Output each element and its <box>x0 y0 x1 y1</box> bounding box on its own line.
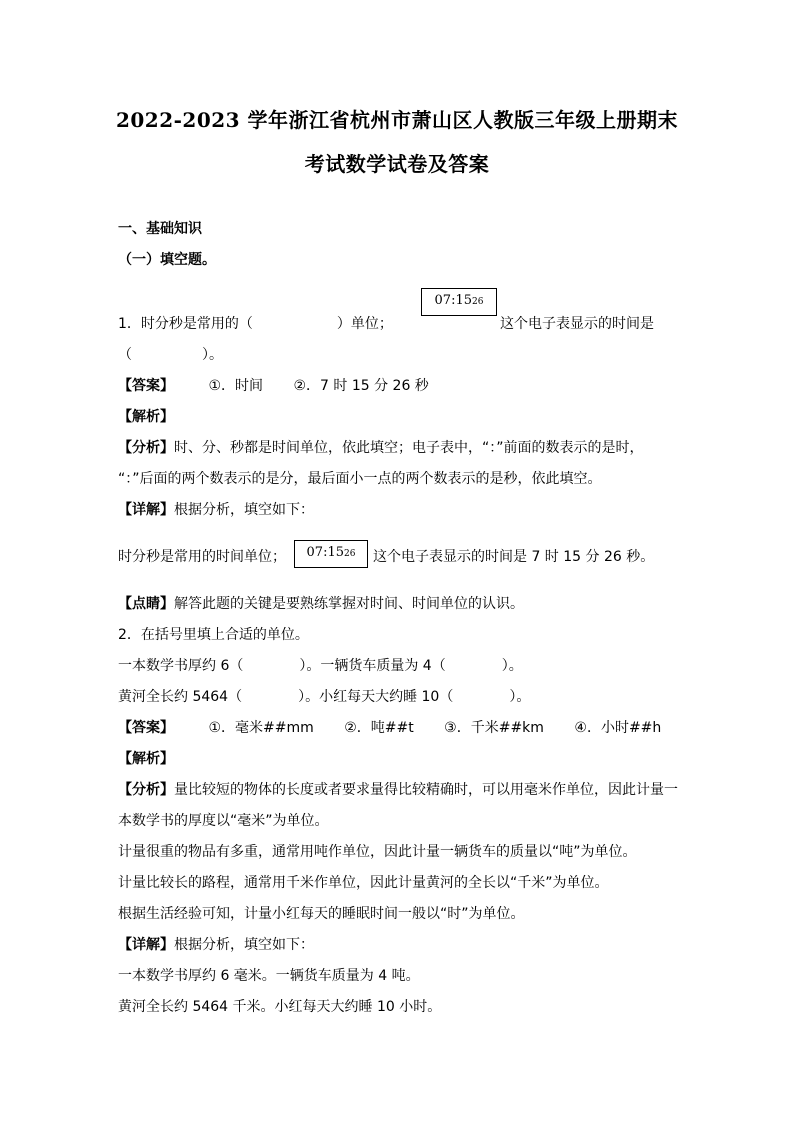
q2-answer-4: ④．小时##h <box>574 720 662 736</box>
q1-stem-part-a: 1．时分秒是常用的（ ）单位； <box>118 316 393 332</box>
q2-fenxi-text1: 量比较短的物体的长度或者要求量得比较精确时，可以用毫米作单位，因此计量一 <box>174 782 678 798</box>
q1-dianjing-line <box>118 593 524 613</box>
q1-answer-1: ①．时间 <box>208 378 264 394</box>
q2-stem: 2．在括号里填上合适的单位。 <box>118 627 309 643</box>
answer-label: 【答案】 <box>118 720 174 736</box>
q2-xiangjie-line <box>118 934 314 954</box>
q2-answer-row <box>118 717 661 737</box>
analysis-label: 【解析】 <box>118 409 174 425</box>
clock-seconds-digits-2: 26 <box>344 549 356 559</box>
clock-main-digits-2: 07:15 <box>306 545 344 560</box>
q2-answer-3: ③．千米##km <box>444 720 544 736</box>
xiangjie-label: 【详解】 <box>118 502 174 518</box>
q1-xiangjie-line <box>118 499 314 519</box>
document-title-line1: 2022-2023 学年浙江省杭州市萧山区人教版三年级上册期末 <box>115 108 679 132</box>
sub-heading: （一）填空题。 <box>118 252 216 268</box>
fenxi-label: 【分析】 <box>118 782 174 798</box>
q2-fenxi-line5: 根据生活经验可知，计量小红每天的睡眠时间一般以“时”为单位。 <box>118 906 525 922</box>
fenxi-label: 【分析】 <box>118 440 174 456</box>
section-heading: 一、基础知识 <box>118 221 202 237</box>
q2-answer-1: ①．毫米##mm <box>208 720 314 736</box>
digital-clock-image <box>421 288 497 316</box>
dianjing-label: 【点睛】 <box>118 596 174 612</box>
q1-xiangjie-text: 根据分析，填空如下： <box>174 502 314 518</box>
q2-fenxi-line3: 计量很重的物品有多重，通常用吨作单位，因此计量一辆货车的质量以“吨”为单位。 <box>118 844 637 860</box>
q1-result-part-b: 这个电子表显示的时间是 7 时 15 分 26 秒。 <box>373 549 655 565</box>
q1-fenxi-line2: “：”后面的两个数表示的是分，最后面小一点的两个数表示的是秒，依此填空。 <box>118 471 602 487</box>
q2-result-line2: 黄河全长约 5464 千米。小红每天大约睡 10 小时。 <box>118 999 442 1015</box>
q2-fenxi-line2: 本数学书的厚度以“毫米”为单位。 <box>118 813 329 829</box>
q2-answer-2: ②．吨##t <box>344 720 414 736</box>
digital-clock-image-2 <box>294 540 368 568</box>
analysis-label: 【解析】 <box>118 751 174 767</box>
q1-stem-part-b: 这个电子表显示的时间是 <box>500 316 654 332</box>
document-title-line2: 考试数学试卷及答案 <box>304 152 490 176</box>
q2-blank-line1: 一本数学书厚约 6（ ）。一辆货车质量为 4（ ）。 <box>118 658 523 674</box>
q2-blank-line2: 黄河全长约 5464（ ）。小红每天大约睡 10（ ）。 <box>118 689 531 705</box>
q1-fenxi-line1 <box>118 437 644 457</box>
q1-answer-row <box>118 375 429 395</box>
answer-label: 【答案】 <box>118 378 174 394</box>
q1-dianjing-text: 解答此题的关键是要熟练掌握对时间、时间单位的认识。 <box>174 596 524 612</box>
q1-fenxi-text1: 时、分、秒都是时间单位，依此填空；电子表中，“：”前面的数表示的是时， <box>174 440 644 456</box>
clock-main-digits: 07:15 <box>434 293 472 308</box>
q1-stem-part-c: （ ）。 <box>118 347 223 363</box>
q2-result-line1: 一本数学书厚约 6 毫米。一辆货车质量为 4 吨。 <box>118 968 420 984</box>
q2-fenxi-line1 <box>118 779 678 799</box>
q1-result-part-a: 时分秒是常用的时间单位； <box>118 549 286 565</box>
q2-xiangjie-text: 根据分析，填空如下： <box>174 937 314 953</box>
q2-fenxi-line4: 计量比较长的路程，通常用千米作单位，因此计量黄河的全长以“千米”为单位。 <box>118 875 609 891</box>
q1-answer-2: ②．7 时 15 分 26 秒 <box>293 378 429 394</box>
xiangjie-label: 【详解】 <box>118 937 174 953</box>
clock-seconds-digits: 26 <box>472 297 484 307</box>
